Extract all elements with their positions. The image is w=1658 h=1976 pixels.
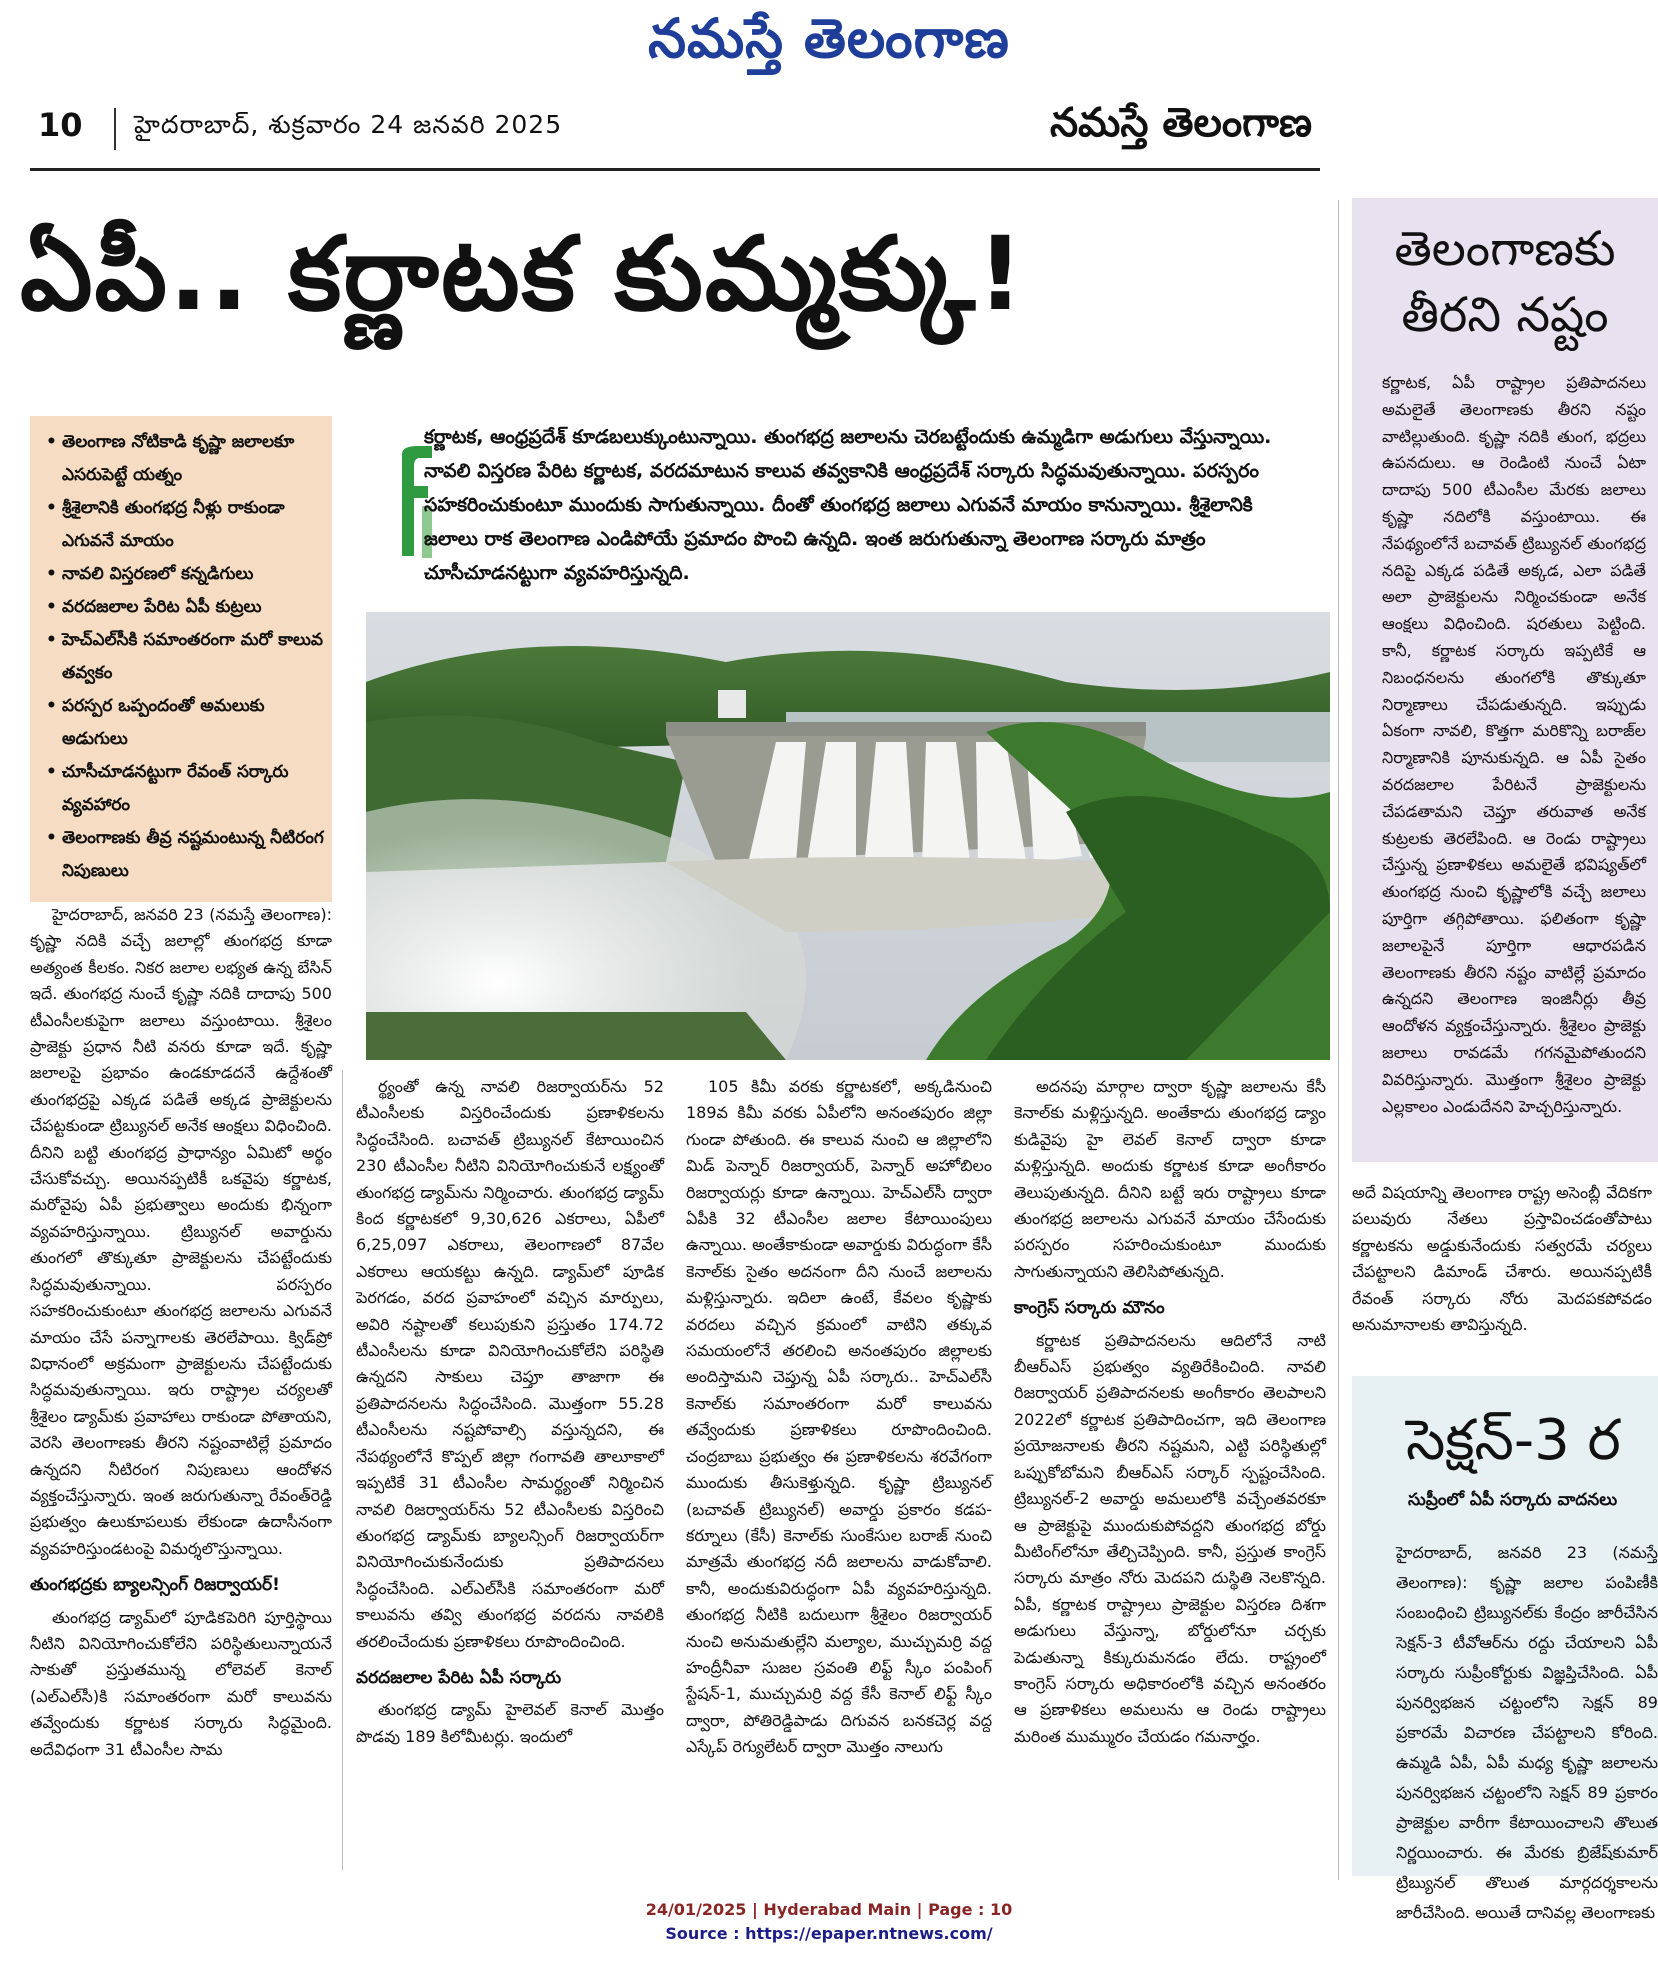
sidebar-continued	[1352, 1180, 1652, 1338]
section3-box	[1352, 1376, 1658, 1922]
subheading: కాంగ్రెస్ సర్కారు మౌనం	[1014, 1298, 1165, 1319]
footer-edition: 24/01/2025 | Hyderabad Main | Page : 10	[645, 1900, 1013, 1919]
footer-source-link[interactable]: Source : https://epaper.ntnews.com/	[665, 1924, 993, 1943]
section3-body: హైదరాబాద్, జనవరి 23 (నమస్తే తెలంగాణ): కృష్ణా జలాల పంపిణీకి సంబంధించి ట్రిబ్యునల్‌కు కేంద్రం జారీచేసిన సెక్షన్-3 టీవోఆర్‌ను రద్దు చేయాలని ఏపీ సర్కారు సుప్రీంకోర్టుకు విజ్ఞప్తిచేసింది. ఏపీ పునర్విభజన చట్టంలోని సెక్షన్ 89 ప్రకారమే విచారణ చేపట్టాలని కోరింది. ఉమ్మడి ఏపీ, ఏపీ మధ్య కృష్ణా జలాలను పునర్విభజన చట్టంలోని సెక్షన్ 89 ప్రకారం ప్రాజెక్టుల వారీగా కేటాయించాలని తొలుత నిర్ణయించారు. ఈ మేరకు బ్రిజేష్‌కుమార్ ట్రిబ్యునల్ తొలుత మార్గదర్శకాలను జారీచేసింది. అయితే దానివల్ల తెలంగాణకు	[1396, 1543, 1658, 1922]
article-paragraph: ర్థ్యంతో ఉన్న నావలి రిజర్వాయర్‌ను 52 టీఎంసీలకు విస్తరించేందుకు ప్రణాళికలను సిద్ధంచేసింది. బచావత్ ట్రిబ్యునల్ కేటాయించిన 230 టీఎంసీల నీటిని వినియోగించుకునే లక్ష్యంతో తుంగభద్ర డ్యామ్‌ను నిర్మించారు. తుంగభద్ర డ్యామ్ కింద కర్ణాటకలో 9,30,626 ఎకరాలు, ఏపీలో 6,25,097 ఎకరాలు, తెలంగాణలో 87వేల ఎకరాలు ఆయకట్టు ఉన్నది. డ్యామ్‌లో పూడిక పెరగడం, వరద ప్రవాహంలో వచ్చిన మార్పులు, అవిరి నష్టాలతో కలుపుకుని ప్రస్తుతం 174.72 టీఎంసీలను కూడా వినియోగించుకోలేని పరిస్థితి ఉన్నదని సాకులు చెప్తూ తాజాగా ఈ ప్రతిపాదనలను సిద్ధంచేసింది. మొత్తంగా 55.28 టీఎంసీలను నష్టపోవాల్సి వస్తున్నదని, ఈ నేపథ్యంలోనే కొప్పల్ జిల్లా గంగావతి తాలూకాలో ఇప్పటికే 31 టీఎంసీల సామర్థ్యంతో నిర్మించిన నావలి రిజర్వాయర్‌ను 52 టీఎంసీలకు విస్తరించి తుంగభద్ర డ్యామ్‌కు బ్యాలన్సింగ్ రిజర్వాయర్‌గా వినియోగించుకునేందుకు ప్రతిపాదనలు సిద్ధంచేసింది. ఎల్‌ఎల్‌సీకి సమాంతరంగా మరో కాలువను తవ్వి తుంగభద్ర వరదను నావలికి తరలించేందుకు ప్రణాళికలు రూపొందించింది.	[356, 1077, 664, 1651]
sidebar-body: కర్ణాటక, ఏపీ రాష్ట్రాల ప్రతిపాదనలు అమలైతే తెలంగాణకు తీరని నష్టం వాటిల్లుతుంది. కృష్ణా నదికి తుంగ, భద్రలు ఉపనదులు. ఆ రెండింటి నుంచే ఏటా దాదాపు 500 టీఎంసీల మేరకు జలాలు కృష్ణా నదిలోకి వస్తుంటాయి. ఈ నేపథ్యంలోనే బచావత్ ట్రిబ్యునల్ తుంగభద్ర నదిపై ఎక్కడ పడితే అక్కడ, ఎలా పడితే అలా ప్రాజెక్టులను నిర్మించకుండా అనేక ఆంక్షలు విధించింది. షరతులు పెట్టింది. కానీ, కర్ణాటక సర్కారు ఇప్పటికే ఆ నిబంధనలను తుంగలోకి తొక్కుతూ నిర్మాణాలు చేపడుతున్నది. ఇప్పుడు ఏకంగా నావలి, కొత్తగా మరికొన్ని బరాజ్‌ల నిర్మాణానికి పూనుకున్నది. ఆ ఏపీ సైతం వరదజలాల పేరిటనే ప్రాజెక్టులను చేపడతామని చెప్తూ తరువాత అనేక కుట్రలకు తెరలేపింది. ఆ రెండు రాష్ట్రాలు చేస్తున్న ప్రణాళికలు అమలైతే భవిష్యత్‌లో తుంగభద్ర నుంచి కృష్ణాలోకి వచ్చే జలాలు పూర్తిగా తగ్గిపోతాయి. ఫలితంగా కృష్ణా జలాలపైనే పూర్తిగా ఆధారపడిన తెలంగాణకు తీరని నష్టం వాటిల్లే ప్రమాదం ఉన్నదని తెలంగాణ ఇంజినీర్లు తీవ్ర ఆందోళన వ్యక్తంచేస్తున్నారు. శ్రీశైలం ప్రాజెక్టు జలాలు రావడమే గగనమైపోతుందని వివరిస్తున్నారు. మొత్తంగా శ్రీశైలం ప్రాజెక్టు ఎల్లకాలం ఎండుదేనని హెచ్చరిస్తున్నారు.	[1382, 373, 1646, 1116]
highlight-item: • తెలంగాణ నోటికాడి కృష్ణా జలాలకూ ఎసరుపెట్టే యత్నం	[46, 426, 332, 492]
page-header-bar	[30, 100, 1320, 171]
highlight-item: • తెలంగాణకు తీవ్ర నష్టమంటున్న నీటిరంగ నిపుణులు	[46, 822, 332, 888]
highlight-item: • శ్రీశైలానికి తుంగభద్ర నీళ్లు రాకుండా ఎగువనే మాయం	[46, 492, 332, 558]
article-paragraph: అదే విషయాన్ని తెలంగాణ రాష్ట్ర అసెంబ్లీ వేదికగా పలువురు నేతలు ప్రస్తావించడంతోపాటు కర్ణాటకను అడ్డుకునేందుకు సత్వరమే చర్యలు చేపట్టాలని డిమాండ్ చేశారు. అయినప్పటికీ రేవంత్ సర్కారు నోరు మెదపకపోవడం అనుమానాలకు తావిస్తున్నది.	[1352, 1183, 1652, 1335]
sidebar-title-line: తీరని నష్టం	[1401, 287, 1609, 343]
highlights-box	[30, 416, 332, 902]
article-paragraph: హైదరాబాద్, జనవరి 23 (నమస్తే తెలంగాణ): కృష్ణా నదికి వచ్చే జలాల్లో తుంగభద్ర కూడా అత్యంత కీలకం. నికర జలాల లభ్యత ఉన్న బేసిన్ ఇదే. తుంగభద్ర నుంచే కృష్ణా నదికి దాదాపు 500 టీఎంసీలకుపైగా జలాలు వస్తుంటాయి. శ్రీశైలం ప్రాజెక్టు ప్రధాన నీటి వనరు కూడా ఇదే. కృష్ణా జలాలపై ప్రభావం ఉండకూడదనే ఉద్దేశంతో తుంగభద్రపై ఎక్కడ పడితే అక్కడ ప్రాజెక్టులను చేపట్టకుండా ట్రిబ్యునల్ అనేక ఆంక్షలు విధించింది. దీనిని బట్టి తుంగభద్ర ప్రాధాన్యం ఏమిటో అర్థం చేసుకోవచ్చు. అయినప్పటికీ ఒకవైపు కర్ణాటక, మరోవైపు ఏపీ ప్రభుత్వాలు అందుకు భిన్నంగా వ్యవహరిస్తున్నాయి. ట్రిబ్యునల్ అవార్డును తుంగలో తొక్కుతూ ప్రాజెక్టులను చేపట్టేందుకు సిద్ధమవుతున్నాయి. పరస్పరం సహకరించుకుంటూ తుంగభద్ర జలాలను ఎగువనే మాయం చేసే పన్నాగాలకు తెరలేపాయి. క్విడ్‌ప్రో విధానంలో అక్రమంగా ప్రాజెక్టులను చేపట్టేందుకు సిద్ధమవుతున్నాయి. ఇరు రాష్ట్రాల చర్యలతో శ్రీశైలం డ్యామ్‌కు ప్రవాహాలు రాకుండా పోతాయని, వెరసి తెలంగాణకు తీరని నష్టంవాటిల్లే ప్రమాదం ఉన్నదని నీటిరంగ నిపుణులు ఆందోళన వ్యక్తంచేస్తున్నారు. ఇంత జరుగుతున్నా రేవంత్‌రెడ్డి ప్రభుత్వం ఉలుకూపలుకు లేకుండా ఉదాసీనంగా వ్యవహరిస్తుండటంపై విమర్శలొస్తున్నాయి.	[30, 905, 332, 1558]
section3-subtitle: సుప్రీంలో ఏపీ సర్కారు వాదనలు	[1408, 1490, 1618, 1510]
masthead	[0, 0, 1658, 78]
intro-paragraph: కర్ణాటక, ఆంధ్రప్రదేశ్ కూడబలుక్కుంటున్నాయి. తుంగభద్ర జలాలను చెరబట్టేందుకు ఉమ్మడిగా అడుగులు వేస్తున్నాయి. నావలి విస్తరణ పేరిట కర్ణాటక, వరదమాటున కాలువ తవ్వకానికి ఆంధ్రప్రదేశ్ సర్కారు సిద్ధమవుతున్నాయి. పరస్పరం సహకరించుకుంటూ ముందుకు సాగుతున్నాయి. దీంతో తుంగభద్ర జలాలు ఎగువనే మాయం కానున్నాయి. శ్రీశైలానికి జలాలు రాక తెలంగాణ ఎండిపోయే ప్రమాదం పొంచి ఉన్నది. ఇంత జరుగుతున్నా తెలంగాణ సర్కారు మాత్రం చూసీచూడనట్టుగా వ్యవహరిస్తున్నది.	[424, 426, 1272, 584]
subheading: తుంగభద్రకు బ్యాలన్సింగ్ రిజర్వాయర్!	[30, 1575, 280, 1596]
article-paragraph: 105 కిమీ వరకు కర్ణాటకలో, అక్కడినుంచి 189వ కిమీ వరకు ఏపీలోని అనంతపురం జిల్లా గుండా పోతుంది. ఈ కాలువ నుంచి ఆ జిల్లాలోని మిడ్ పెన్నార్ రిజర్వాయర్, పెన్నార్ అహోబిలం రిజర్వాయర్లు కూడా ఉన్నాయి. హెచ్‌ఎల్‌సీ ద్వారా ఏపీకి 32 టీఎంసీల జలాల కేటాయింపులు ఉన్నాయి. అంతేకాకుండా అవార్డుకు విరుద్ధంగా కేసీ కెనాల్‌కు సైతం అదనంగా దీని నుంచే జలాలను మళ్లిస్తున్నారు. ఇదిలా ఉంటే, కేవలం కృష్ణాకు వరదలు వచ్చిన క్రమంలో వాటిని తక్కువ సమయంలోనే తరలించి అనంతపురం జిల్లాలకు అందిస్తామని చెప్తున్న ఏపీ సర్కారు.. హెచ్‌ఎల్‌సీ కెనాల్‌కు సమాంతరంగా మరో కాలువను తవ్వేందుకు ప్రణాళికలు రూపొందించింది. చంద్రబాబు ప్రభుత్వం ఈ ప్రణాళికలను శరవేగంగా ముందుకు తీసుకెళ్తున్నది. కృష్ణా ట్రిబ్యునల్ (బచావత్ ట్రిబ్యునల్) అవార్డు ప్రకారం కడప-కర్నూలు (కేసీ) కెనాల్‌కు సుంకేసుల బరాజ్ నుంచి మాత్రమే తుంగభద్ర నదీ జలాలను వాడుకోవాలి. కానీ, అందుకువిరుద్ధంగా ఏపీ వ్యవహరిస్తున్నది. తుంగభద్ర నీటికి బదులుగా శ్రీశైలం రిజర్వాయర్ నుంచి అనుమతుల్లేని మల్యాల, ముచ్చుమర్రి వద్ద హంద్రీనీవా సుజల స్రవంతి లిఫ్ట్ స్కీం పంపింగ్ స్టేషన్-1, ముచ్చుమర్రి వద్ద కేసీ కెనాల్ లిఫ్ట్ స్కీం ద్వారా, పోతిరెడ్డిపాడు దిగువన బనకచెర్ల వద్ద ఎస్కేప్ రెగ్యులేటర్ ద్వారా మొత్తం నాలుగు	[686, 1077, 992, 1757]
highlight-item: • చూసీచూడనట్టుగా రేవంత్ సర్కారు వ్యవహారం	[46, 756, 332, 822]
article-paragraph: తుంగభద్ర డ్యామ్‌లో పూడికపెరిగి పూర్తిస్థాయి నీటిని వినియోగించుకోలేని పరిస్థితులున్నాయనే సాకుతో ప్రస్తుతమున్న లోలెవల్ కెనాల్ (ఎల్‌ఎల్‌సీ)కి సమాంతరంగా మరో కాలువను తవ్వేందుకు కర్ణాటక సర్కారు సిద్ధమైంది. అదేవిధంగా 31 టీఎంసీల సామ	[30, 1607, 332, 1759]
dateline: హైదరాబాద్, శుక్రవారం 24 జనవరి 2025	[134, 110, 563, 139]
newspaper-logo: నమస్తే తెలంగాణ	[648, 7, 1010, 70]
header-brand: నమస్తే తెలంగాణ	[1049, 100, 1312, 146]
article-column-1	[30, 902, 332, 1763]
headline: ఏపీ.. కర్ణాటక కుమ్మక్కు!	[20, 215, 1026, 334]
column-rule	[342, 1070, 343, 1870]
header-divider	[114, 108, 116, 150]
column-rule	[1338, 200, 1339, 1880]
article-column-4	[1014, 1074, 1326, 1750]
highlight-item: • వరదజలాల పేరిట ఏపీ కుట్రలు	[46, 591, 332, 624]
sidebar-title	[1352, 216, 1658, 348]
section3-title: సెక్షన్-3 ర	[1406, 1408, 1621, 1473]
page-number: 10	[38, 106, 83, 144]
sidebar-title-line: తెలంగాణకు	[1394, 221, 1616, 277]
article-paragraph: తుంగభద్ర డ్యామ్ హైలెవల్ కెనాల్ మొత్తం పొడవు 189 కిలోమీటర్లు. ఇందులో	[356, 1700, 664, 1746]
article-paragraph: అదనపు మార్గాల ద్వారా కృష్ణా జలాలను కేసీ కెనాల్‌కు మళ్లిస్తున్నది. అంతేకాదు తుంగభద్ర డ్యాం కుడివైపు హై లెవల్ కెనాల్ ద్వారా కూడా మళ్లిస్తున్నది. అందుకు కర్ణాటక కూడా అంగీకారం తెలుపుతున్నది. దీనిని బట్టే ఇరు రాష్ట్రాలు కూడా తుంగభద్ర జలాలను ఎగువనే మాయం చేసేందుకు పరస్పరం సహరించుకుంటూ ముందుకు సాగుతున్నాయని తెలిసిపోతున్నది.	[1014, 1077, 1326, 1281]
highlight-item: • నావలి విస్తరణలో కన్నడిగులు	[46, 558, 332, 591]
article-column-2	[356, 1074, 664, 1750]
sidebar-box	[1352, 198, 1658, 1162]
page-footer	[0, 1898, 1658, 1946]
highlight-item: • పరస్పర ఒప్పందంతో అమలుకు అడుగులు	[46, 690, 332, 756]
dam-photo	[366, 612, 1330, 1060]
highlight-item: • హెచ్‌ఎల్‌సీకి సమాంతరంగా మరో కాలువ తవ్వకం	[46, 624, 332, 690]
article-paragraph: కర్ణాటక ప్రతిపాదనలను ఆదిలోనే నాటి బీఆర్‌ఎస్ ప్రభుత్వం వ్యతిరేకించింది. నావలి రిజర్వాయర్ ప్రతిపాదనలకు అంగీకారం తెలపాలని 2022లో కర్ణాటక ప్రతిపాదించగా, ఇది తెలంగాణ ప్రయోజనాలకు తీరని నష్టమని, ఎట్టి పరిస్థితుల్లో ఒప్పుకోబోమని బీఆర్‌ఎస్ సర్కార్ స్పష్టంచేసింది. ట్రిబ్యునల్-2 అవార్డు అమలులోకి వచ్చేంతవరకూ ఆ ప్రాజెక్టుపై ముందుకుపోవద్దని తుంగభద్ర బోర్డు మీటింగ్‌లోనూ తేల్చిచెప్పింది. కానీ, ప్రస్తుత కాంగ్రెస్ సర్కారు మాత్రం నోరు మెదపని దుస్థితి నెలకొన్నది. ఏపీ, కర్ణాటక రాష్ట్రాలు ప్రాజెక్టుల విస్తరణ దిశగా అడుగులు వేస్తున్నా, బోర్డులోనూ చర్చకు పెడుతున్నా కిక్కురుమనడం లేదు. రాష్ట్రంలో కాంగ్రెస్ సర్కారు అధికారంలోకి వచ్చిన అనంతరం ఆ ప్రణాళికలు అమలును ఆ రెండు రాష్ట్రాలు మరింత ముమ్మురం చేయడం గమనార్హం.	[1014, 1330, 1326, 1746]
article-column-3	[686, 1074, 992, 1761]
subheading: వరదజలాల పేరిట ఏపీ సర్కారు	[356, 1667, 562, 1688]
